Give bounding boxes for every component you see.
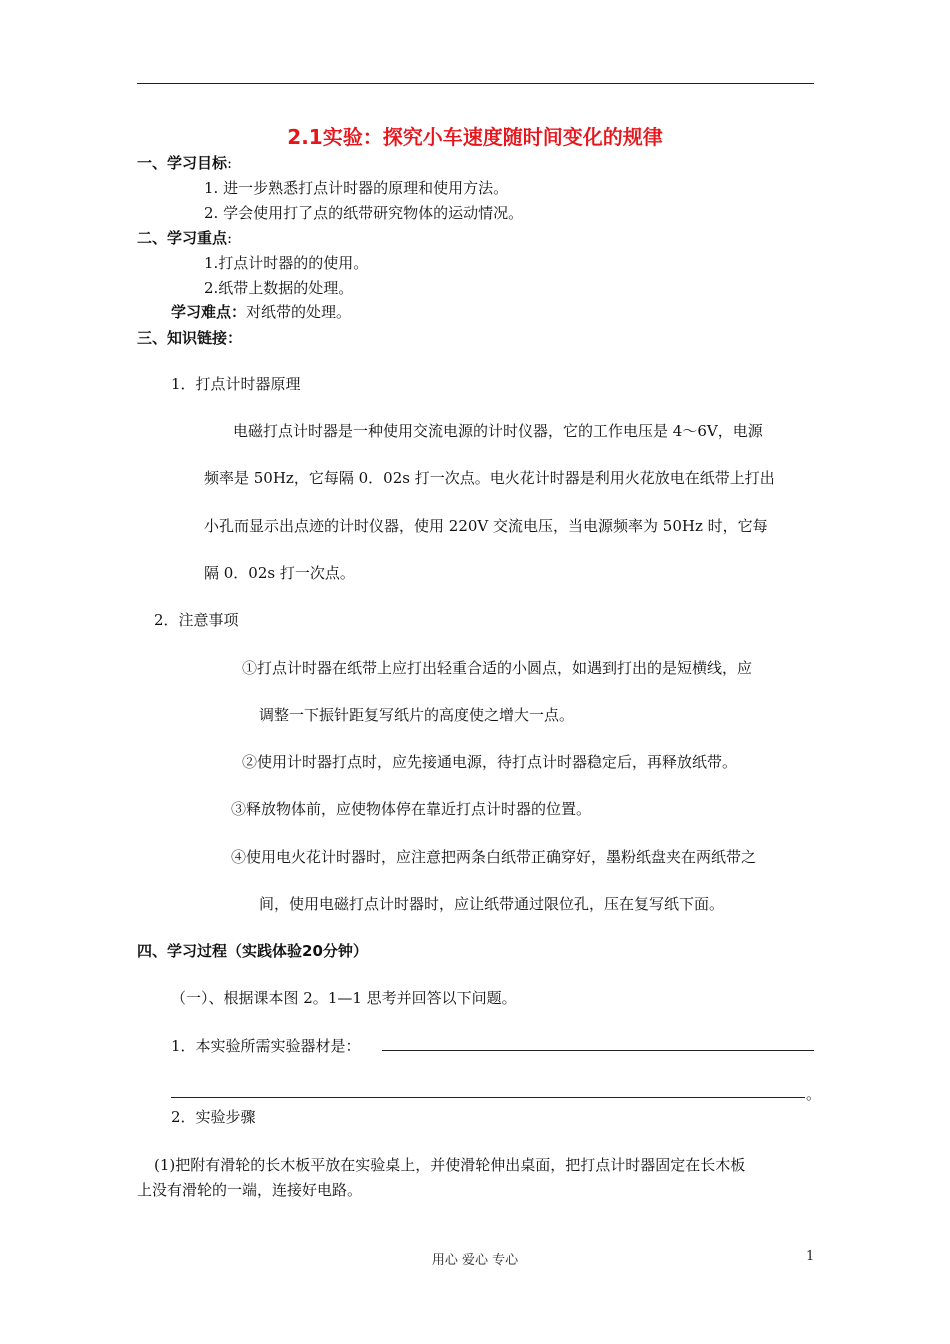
note-1-line-1: ①打点计时器在纸带上应打出轻重合适的小圆点，如遇到打出的是短横线，应 (242, 659, 753, 677)
goal-item-1: 1. 进一步熟悉打点计时器的原理和使用方法。 (204, 179, 509, 197)
section-2-heading-line (137, 228, 232, 248)
step-1-line-1: (1)把附有滑轮的长木板平放在实验桌上，并使滑轮伸出桌面，把打点计时器固定在长木板 (154, 1156, 746, 1174)
section-1-heading-line (137, 153, 232, 173)
section-2-heading: 二、学习重点 (137, 229, 228, 247)
section-1-heading: 一、学习目标 (137, 154, 228, 172)
section-3-heading: 三、知识链接： (137, 329, 243, 347)
note-2: ②使用计时器打点时，应先接通电源，待打点计时器稳定后，再释放纸带。 (242, 753, 738, 771)
difficulty-text: 对纸带的处理。 (246, 303, 352, 321)
knowledge-subheading-1: 1．打点计时器原理 (171, 375, 301, 393)
knowledge-subheading-2: 2．注意事项 (154, 611, 239, 629)
key-item-1: 1.打点计时器的的使用。 (204, 254, 369, 272)
question-1-label: 1．本实验所需实验器材是： (171, 1037, 361, 1055)
key-item-2: 2.纸带上数据的处理。 (204, 279, 354, 297)
step-1-line-2: 上没有滑轮的一端，连接好电路。 (137, 1181, 363, 1199)
difficulty-label: 学习难点： (171, 303, 247, 321)
footer-motto: 用心 爱心 专心 (431, 1253, 519, 1268)
page-number: 1 (806, 1249, 815, 1264)
difficulty-line (171, 302, 351, 322)
section-4-heading: 四、学习过程（实践体验20分钟） (137, 942, 368, 960)
principle-para-line-2: 频率是 50Hz，它每隔 0．02s 打一次点。电火花计时器是利用火花放电在纸带上打出 (204, 469, 775, 487)
process-part-1: （一）、根据课本图 2。1—1 思考并回答以下问题。 (171, 989, 517, 1007)
question-2-label: 2．实验步骤 (171, 1108, 256, 1126)
note-4-line-1: ④使用电火花计时器时，应注意把两条白纸带正确穿好，墨粉纸盘夹在两纸带之 (231, 848, 757, 866)
principle-para-line-3: 小孔而显示出点迹的计时仪器，使用 220V 交流电压，当电源频率为 50Hz 时，它每 (204, 517, 768, 535)
note-4-line-2: 间，使用电磁打点计时器时，应让纸带通过限位孔，压在复写纸下面。 (259, 895, 725, 913)
page-title: 2.1实验：探究小车速度随时间变化的规律 (287, 125, 663, 149)
principle-para-line-4: 隔 0．02s 打一次点。 (204, 564, 355, 582)
header-rule (137, 83, 814, 84)
note-1-line-2: 调整一下振针距复写纸片的高度使之增大一点。 (259, 706, 575, 724)
section-2-colon: : (227, 229, 233, 247)
note-3: ③释放物体前，应使物体停在靠近打点计时器的位置。 (231, 800, 592, 818)
answer-blank-2[interactable] (171, 1097, 805, 1098)
question-1-end-mark: 。 (806, 1085, 822, 1103)
principle-para-line-1: 电磁打点计时器是一种使用交流电源的计时仪器，它的工作电压是 4～6V，电源 (233, 422, 763, 440)
answer-blank-1[interactable] (382, 1050, 814, 1051)
section-1-colon: : (227, 154, 233, 172)
goal-item-2: 2. 学会使用打了点的纸带研究物体的运动情况。 (204, 204, 524, 222)
